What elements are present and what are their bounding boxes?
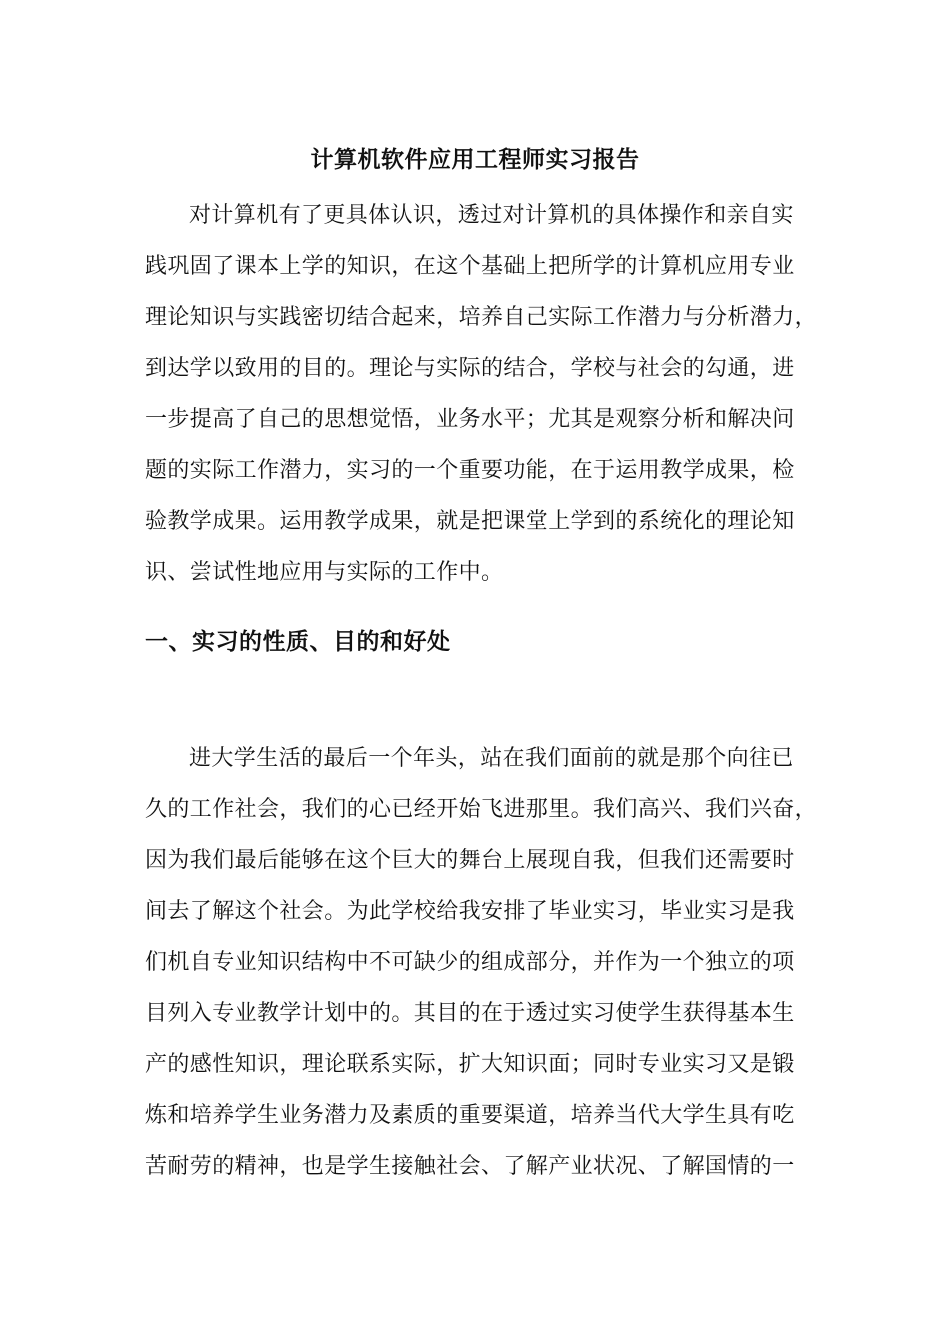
paragraph-line: 到达学以致用的目的。理论与实际的结合，学校与社会的勾通，进 (145, 356, 795, 381)
paragraph-line: 们机自专业知识结构中不可缺少的组成部分，并作为一个独立的项 (145, 950, 795, 975)
section-heading: 一、实习的性质、目的和好处 (145, 629, 451, 655)
paragraph-line: 验教学成果。运用教学成果，就是把课堂上学到的系统化的理论知 (145, 509, 795, 534)
paragraph-line: 识、尝试性地应用与实际的工作中。 (145, 560, 504, 585)
paragraph-line: 题的实际工作潜力，实习的一个重要功能，在于运用教学成果，检 (145, 458, 795, 483)
paragraph-line: 一步提高了自己的思想觉悟，业务水平；尤其是观察分析和解决问 (145, 407, 795, 432)
intro-paragraph (145, 190, 825, 598)
paragraph-line: 因为我们最后能够在这个巨大的舞台上展现自我，但我们还需要时 (145, 848, 795, 873)
paragraph-line: 间去了解这个社会。为此学校给我安排了毕业实习，毕业实习是我 (145, 899, 795, 924)
paragraph-line: 对计算机有了更具体认识，透过对计算机的具体操作和亲自实 (189, 203, 794, 228)
section-paragraph (145, 733, 825, 1192)
paragraph-line: 践巩固了课本上学的知识，在这个基础上把所学的计算机应用专业 (145, 254, 795, 279)
paragraph-line: 进大学生活的最后一个年头，站在我们面前的就是那个向往已 (189, 746, 794, 771)
paragraph-line: 久的工作社会，我们的心已经开始飞进那里。我们高兴、我们兴奋， (145, 797, 818, 822)
paragraph-line: 产的感性知识，理论联系实际，扩大知识面；同时专业实习又是锻 (145, 1052, 795, 1077)
paragraph-line: 苦耐劳的精神，也是学生接触社会、了解产业状况、了解国情的一 (145, 1154, 795, 1179)
paragraph-line: 理论知识与实践密切结合起来，培养自己实际工作潜力与分析潜力， (145, 305, 818, 330)
paragraph-line: 炼和培养学生业务潜力及素质的重要渠道，培养当代大学生具有吃 (145, 1103, 795, 1128)
paragraph-line: 目列入专业教学计划中的。其目的在于透过实习使学生获得基本生 (145, 1001, 795, 1026)
document-title: 计算机软件应用工程师实习报告 (310, 147, 640, 173)
